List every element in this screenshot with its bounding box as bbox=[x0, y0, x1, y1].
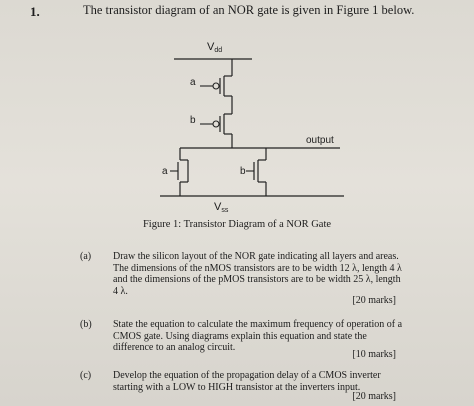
part-c-label: (c) bbox=[80, 370, 92, 381]
part-a-line: Draw the silicon layout of the NOR gate indicating all layers and areas. bbox=[113, 251, 399, 262]
part-b-marks: [10 marks] bbox=[352, 349, 396, 360]
part-a-line: The dimensions of the nMOS transistors are to be width 12 λ, length 4 λ bbox=[113, 262, 402, 274]
input-label-a-bottom: a bbox=[162, 166, 168, 177]
question-number: 1. bbox=[30, 4, 40, 19]
nmos-transistor-a bbox=[162, 148, 188, 196]
figure-caption: Figure 1: Transistor Diagram of a NOR Gate bbox=[142, 219, 332, 230]
part-c-text bbox=[113, 370, 413, 393]
vss-label: Vss bbox=[214, 201, 229, 214]
part-a-line: 4 λ. bbox=[113, 285, 128, 297]
nor-gate-transistor-diagram bbox=[140, 36, 360, 218]
input-label-a-top: a bbox=[190, 77, 196, 88]
pmos-transistor-b bbox=[190, 114, 232, 134]
part-b-line: difference to an analog circuit. bbox=[113, 342, 236, 353]
pmos-transistor-a bbox=[190, 76, 232, 96]
part-b-label: (b) bbox=[80, 319, 92, 330]
part-a-label: (a) bbox=[80, 251, 92, 262]
part-b-line: CMOS gate. Using diagrams explain this equation and state the bbox=[113, 330, 367, 342]
part-a-text bbox=[113, 251, 413, 297]
part-b-line: State the equation to calculate the maximum frequency of operation of a bbox=[113, 319, 403, 330]
input-label-b-bottom: b bbox=[240, 166, 246, 177]
question-intro: The transistor diagram of an NOR gate is given in Figure 1 below. bbox=[83, 3, 415, 17]
part-c-line: starting with a LOW to HIGH transistor at the inverters input. bbox=[113, 381, 361, 393]
part-c-line: Develop the equation of the propagation delay of a CMOS inverter bbox=[113, 370, 381, 381]
part-a-marks: [20 marks] bbox=[352, 295, 396, 306]
part-c-marks: [20 marks] bbox=[352, 391, 396, 402]
output-label: output bbox=[306, 135, 334, 146]
part-a-line: and the dimensions of the pMOS transistors are to be width 25 λ, length bbox=[113, 274, 401, 285]
nmos-transistor-b bbox=[240, 148, 266, 196]
input-label-b-top: b bbox=[190, 115, 196, 126]
vdd-label: Vdd bbox=[207, 41, 223, 54]
